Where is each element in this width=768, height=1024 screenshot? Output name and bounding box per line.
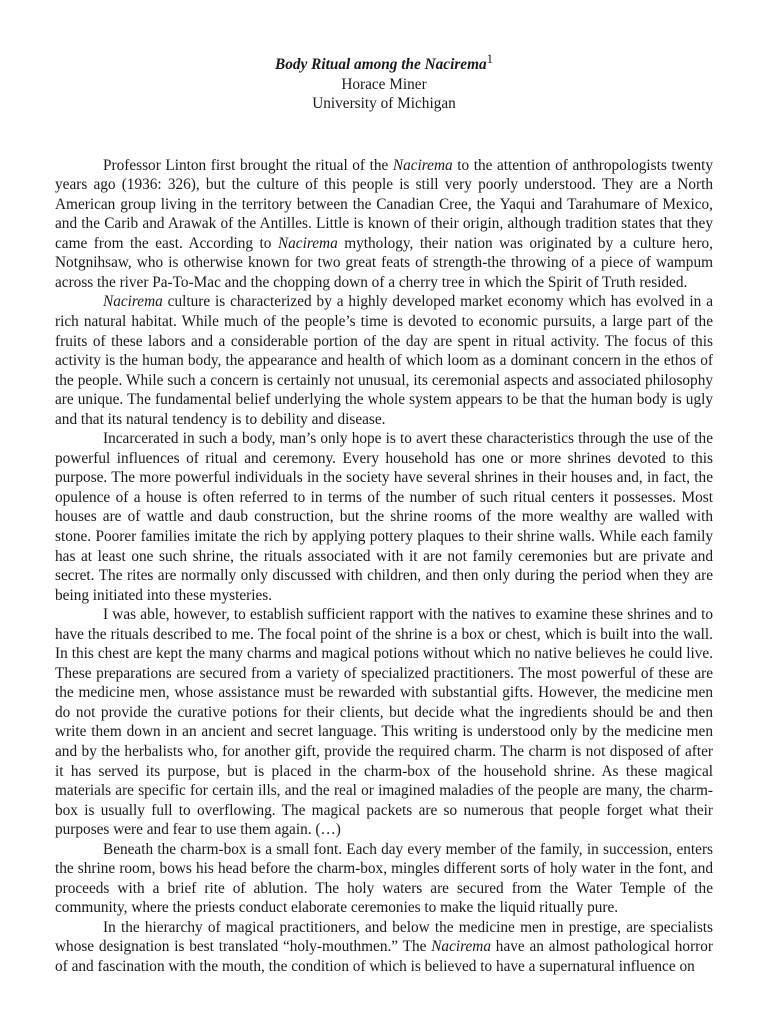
title-line — [55, 50, 713, 75]
paragraph-5: Beneath the charm-box is a small font. Each day every member of the family, in succession, enters the shrine room, bows his head before the charm-box, mingles different sorts of holy water in the font, and proceeds with a brief rite of ablution. The holy waters are secured from the Water Temple of the community, where the priests conduct elaborate ceremonies to make the liquid ritually pure. — [55, 840, 713, 917]
footnote-marker: 1 — [486, 52, 493, 66]
text-run: to the attention of anthropologists twenty years ago (1936: 326), but the culture of this people is still very poorly understood. They are a North American group living in the territory between the Canadian Cree, the Yaqui and Tarahumare of Mexico, and the Carib and Arawak of the Antilles. Little is known of their origin, although tradition states that they came from the east. According to — [55, 156, 713, 252]
text-run: Professor Linton first brought the ritual of the — [103, 156, 393, 174]
text-run: have an almost pathological horror of and fascination with the mouth, the condition of which is believed to have a supernatural influence on — [55, 938, 713, 976]
paragraph-3: Incarcerated in such a body, man’s only hope is to avert these characteristics through the use of the powerful influences of ritual and ceremony. Every household has one or more shrines devoted to this purpose. The more powerful individuals in the society have several shrines in their houses and, in fact, the opulence of a house is often referred to in terms of the number of such ritual centers it possesses. Most houses are of wattle and daub construction, but the shrine rooms of the more wealthy are walled with stone. Poorer families imitate the rich by applying pottery plaques to their shrine walls. While each family has at least one such shrine, the rituals associated with it are not family ceremonies but are private and secret. The rites are normally only discussed with children, and then only during the period when they are being initiated into these mysteries. — [55, 430, 713, 604]
paragraph-1 — [55, 156, 713, 293]
author-name: Horace Miner — [341, 75, 427, 93]
document-page — [55, 50, 713, 977]
document-header — [55, 50, 713, 114]
italic-term: Nacirema — [431, 938, 491, 956]
paragraph-2 — [55, 292, 713, 429]
author-affiliation: University of Michigan — [312, 95, 456, 113]
paragraph-4: I was able, however, to establish sufficient rapport with the natives to examine these shrines and to have the rituals described to me. The focal point of the shrine is a box or chest, which is built into the wall. In this chest are kept the many charms and magical potions without which no native believes he could live. These preparations are secured from a variety of specialized practitioners. The most powerful of these are the medicine men, whose assistance must be rewarded with substantial gifts. However, the medicine men do not provide the curative potions for their clients, but decide what the ingredients should be and then write them down in an ancient and secret language. This writing is understood only by the medicine men and by the herbalists who, for another gift, provide the required charm. The charm is not disposed of after it has served its purpose, but is placed in the charm-box of the household shrine. As these magical materials are specific for certain ills, and the real or imagined maladies of the people are many, the charm-box is usually full to overflowing. The magical packets are so numerous that people forget what their purposes were and fear to use them again. (…) — [55, 606, 713, 839]
document-body — [55, 156, 713, 977]
italic-term: Nacirema — [392, 156, 453, 174]
document-title: Body Ritual among the Nacirema — [275, 56, 487, 74]
text-run: mythology, their nation was originated by a culture hero, Notgnihsaw, who is otherwise known for two great feats of strength-the throwing of a piece of wampum across the river Pa-To-Mac and the chopping down of a cherry tree in which the Spirit of Truth resided. — [55, 234, 714, 291]
paragraph-6 — [55, 918, 713, 977]
italic-term: Nacirema — [103, 293, 163, 311]
text-run: In the hierarchy of magical practitioners, and below the medicine men in prestige, are specialists whose designation is best translated “holy-mouthmen.” The — [55, 918, 713, 956]
italic-term: Nacirema — [277, 234, 338, 252]
text-run: culture is characterized by a highly developed market economy which has evolved in a rich natural habitat. While much of the people’s time is devoted to economic pursuits, a large part of the fruits of these labors and a considerable portion of the day are spent in ritual activity. The focus of this activity is the human body, the appearance and health of which loom as a dominant concern in the ethos of the people. While such a concern is certainly not unusual, its ceremonial aspects and associated philosophy are unique. The fundamental belief underlying the whole system appears to be that the human body is ugly and that its natural tendency is to debility and disease. — [55, 293, 713, 428]
